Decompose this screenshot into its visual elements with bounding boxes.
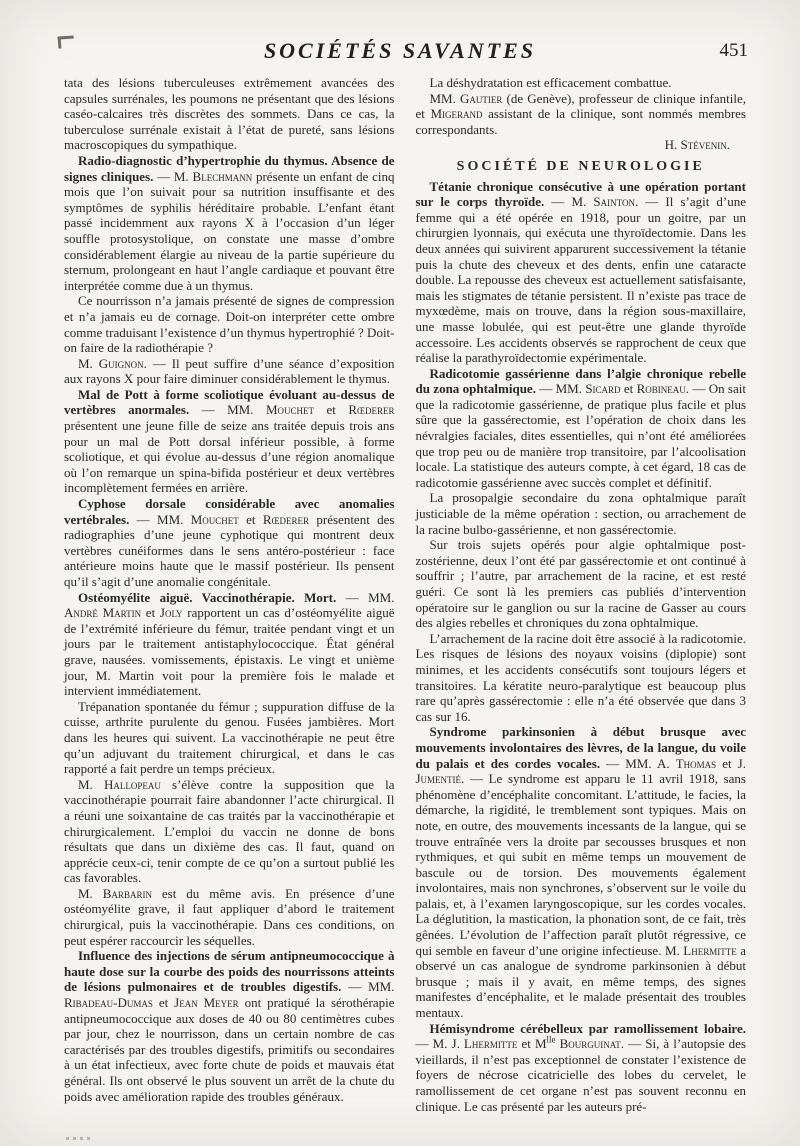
left-column (64, 75, 395, 1114)
paragraph: Mal de Pott à forme scoliotique évoluant au-dessus de vertèbres anormales. — MM. Mouchet et Rœderer présentent une jeune fille de seize ans traitée depuis trois ans pour un mal de Pott dorsal inférieur possible, à forme scoliotique, et qui évolue au-dessus d’une région anomalique où l’on remarque un spina-bifida postérieur et deux vertèbres incomplètement fermées en arrière. (64, 386, 395, 496)
paragraph: tata des lésions tuberculeuses extrêmement avancées des capsules surrénales, les poumons ne présentant que des lésions caséo-calcaires très discrètes des sommets. Dans ce cas, la tuberculose surrénale existait à l’état de pureté, sans lésions macroscopiques du sympathique. (64, 75, 395, 153)
paragraph: Ce nourrisson n’a jamais présenté de signes de compression et n’a jamais eu de cornage. Doit-on interpréter cette ombre comme traduisant l’existence d’un thymus hypertrophié ? Doit-on faire de la radiothérapie ? (64, 293, 395, 356)
paragraph: M. Barbarin est du même avis. En présence d’une ostéomyélite grave, il faut appliquer d’abord le traitement chirurgical, puis la vaccinothérapie. Dans ces conditions, on peut espérer raccourcir les séquelles. (64, 885, 395, 948)
paragraph: M. Hallopeau s’élève contre la supposition que la vaccinothérapie pourrait faire abandonner l’acte chirurgical. Il a réuni une soixantaine de cas traités par la vaccinothérapie et chirurgicalement. L’emploi du vaccin ne donne de bons résultats que dans un dixième des cas. Il faut, quand on apprécie ceux-ci, tenir compte de ce qu’on a surtout publié les cas favorables. (64, 776, 395, 886)
paragraph: Radio-diagnostic d’hypertrophie du thymus. Absence de signes cliniques. — M. Blechmann présente un enfant de cinq mois que l’on suivait pour sa nutrition insuffisante et des symptômes de syphilis héréditaire probable. L’enfant étant passé incidemment aux rayons X à l’occasion d’un léger souffle protosystolique, on constate une masse d’ombre considérablement élargie au niveau de la partie supérieure du sternum, prolongeant en haut l’angle cardiaque et pouvant être interprétée comme due à un thymus. (64, 152, 395, 293)
page-header (0, 0, 800, 72)
section-heading: SOCIÉTÉ DE NEUROLOGIE (456, 158, 705, 174)
text-columns (0, 72, 800, 1114)
paragraph: Trépanation spontanée du fémur ; suppuration diffuse de la cuisse, arthrite purulente du genou. Fusées jambières. Mort dans les heures qui suivent. La vaccinothérapie ne peut être qu’un adjuvant du traitement chirurgical, et dans le cas rapporté a fait perdre un temps précieux. (64, 698, 395, 777)
paragraph: La déshydratation est efficacement combattue. (429, 75, 672, 90)
paragraph: Radicotomie gassérienne dans l’algie chronique rebelle du zona ophtalmique. — MM. Sicard et Robineau. — On sait que la radicotomie gassérienne, de pratique plus facile et plus sûre que la gassérectomie, est l’opération de choix dans les névralgies faciales, dites essentielles, qui n’ont été améliorées que trop peu ou de manière trop transitoire, par l’alcoolisation locale. La statistique des auteurs compte, à cet égard, 18 cas de radicotomie gassérienne avec succès complet et définitif. (415, 365, 746, 490)
paragraph: Sur trois sujets opérés pour algie ophtalmique post-zostérienne, deux l’ont été par gassérectomie et ont continué à souffrir ; l’autre, par arrachement de la racine, et est resté guéri. Ce sont là les premiers cas publiés d’intervention opératoire sur le ganglion ou sur la racine de Gasser au cours des algies rebelles et chroniques du zona ophtalmique. (415, 537, 746, 631)
page-title: SOCIÉTÉS SAVANTES (263, 38, 537, 63)
paragraph: Syndrome parkinsonien à début brusque avec mouvements involontaires des lèvres, de la langue, du voile du palais et des cordes vocales. — MM. A. Thomas et J. Jumentié. — Le syndrome est apparu le 11 avril 1918, sans phénomène d’encéphalite concomitant. L’attitude, le facies, la démarche, la rigidité, le tremblement sont typiques. Mais on note, en outre, des mouvements incessants de la langue, qui se trouve entraînée vers la droite par secousses brusques et non rythmiques, et qui subit en même temps un mouvement de bascule ou de torsion. Des mouvements également involontaires, mais non synchrones, s’observent sur le voile du palais, et, à l’examen laryngoscopique, sur les cordes vocales. La déglutition, la mastication, la phonation sont, de ce fait, très gênées. L’évolution de l’affection paraît plutôt régressive, ce qui semble en faveur d’une origine infectieuse. M. Lhermitte a observé un cas analogue de syndrome parkinsonien à début brusque ; mais il y avait, en même temps, des signes manifestes d’encéphalite, et le malade présentait des troubles mentaux. (415, 724, 746, 1021)
paragraph: Influence des injections de sérum antipneumococcique à haute dose sur la courbe des poids des nourrissons atteints de lésions pulmonaires et de troubles digestifs. — MM. Ribadeau-Dumas et Jean Meyer ont pratiqué la sérothérapie antipneumococcique aux doses de 40 ou 80 centimètres cubes par jour, chez le nourrisson, dans un certain nombre de cas caractérisés par des troubles digestifs, primitifs ou secondaires à un état infectieux, avec forte chute de poids et mauvais état général. Ils ont observé le plus souvent un arrêt de la chute du poids avec amélioration rapide des troubles généraux. (64, 948, 395, 1104)
paragraph: L’arrachement de la racine doit être associé à la radicotomie. Les risques de lésions des noyaux voisins (diplopie) sont minimes, et les accidents consécutifs sont toujours légers et transitoires. La kératite neuro-paralytique est beaucoup plus rare qu’après gassérectomie : elle n’a été observée que dans 3 cas sur 16. (415, 630, 746, 724)
paragraph: Tétanie chronique consécutive à une opération portant sur le corps thyroïde. — M. Sainton. — Il s’agit d’une femme qui a été opérée en 1918, pour un goitre, par un chirurgien lyonnais, qui exécuta une thyroïdectomie. Dans les deux années qui suivirent apparurent successivement la tétanie puis la chute des cheveux et des dents, enfin une cataracte double. La repousse des cheveux est actuellement satisfaisante, mais les stigmates de tétanie persistent. Il n’existe pas trace de myxœdème, mais on trouve, dans la région sous-maxillaire, une masse lobulée, qui est peut-être une glande thyroïde accessoire. Les accidents observés se rapprochent de ceux que réalise la parathyroïdectomie expérimentale. (415, 178, 747, 366)
paragraph: Cyphose dorsale considérable avec anomalies vertébrales. — MM. Mouchet et Rœderer présentent des radiographies d’une jeune cyphotique qui montrent deux vertèbres cunéiformes dans le sens antéro-postérieur : face antérieure moins haute que le massif postérieur. Ils pensent qu’il s’agit d’une anomalie congénitale. (64, 496, 395, 589)
right-column (416, 75, 747, 1114)
signature: H. Stévenin. (664, 137, 730, 153)
scan-artifact-icon (66, 1137, 92, 1140)
paragraph: Ostéomyélite aiguë. Vaccinothérapie. Mort. — MM. André Martin et Joly rapportent un cas d’ostéomyélite aiguë de l’extrémité inférieure du fémur, traitée pendant vingt et un jours par le traitement antistaphylococcique. État général grave, nausées. vomissements, épistaxis. Le vingt et unième jour, M. Martin voit pour la première fois le malade et intervient immédiatement. (64, 589, 395, 699)
paragraph: La prosopalgie secondaire du zona ophtalmique paraît justiciable de la même opération : section, ou arrachement de la racine bulbo-gassérienne, et non gassérectomie. (415, 490, 746, 537)
paragraph: Hémisyndrome cérébelleux par ramollissement lobaire. — M. J. Lhermitte et $M^{lle}$ Bourguinat. — Si, à l’autopsie des vieillards, il n’est pas exceptionnel de constater l’existence de foyers de nécrose cicatricielle des lobes du cervelet, le ramollissement de cet organe n’est pas souvent reconnu en clinique. Le cas présenté par les auteurs pré- (415, 1020, 746, 1114)
paragraph: M. Guignon. — Il peut suffire d’une séance d’exposition aux rayons X pour faire diminuer considérablement le thymus. (64, 355, 395, 387)
page-number: 451 (719, 40, 748, 61)
paragraph: MM. Gautier (de Genève), professeur de clinique infantile, et Migerand assistant de la clinique, sont nommés membres correspondants. (415, 90, 746, 137)
